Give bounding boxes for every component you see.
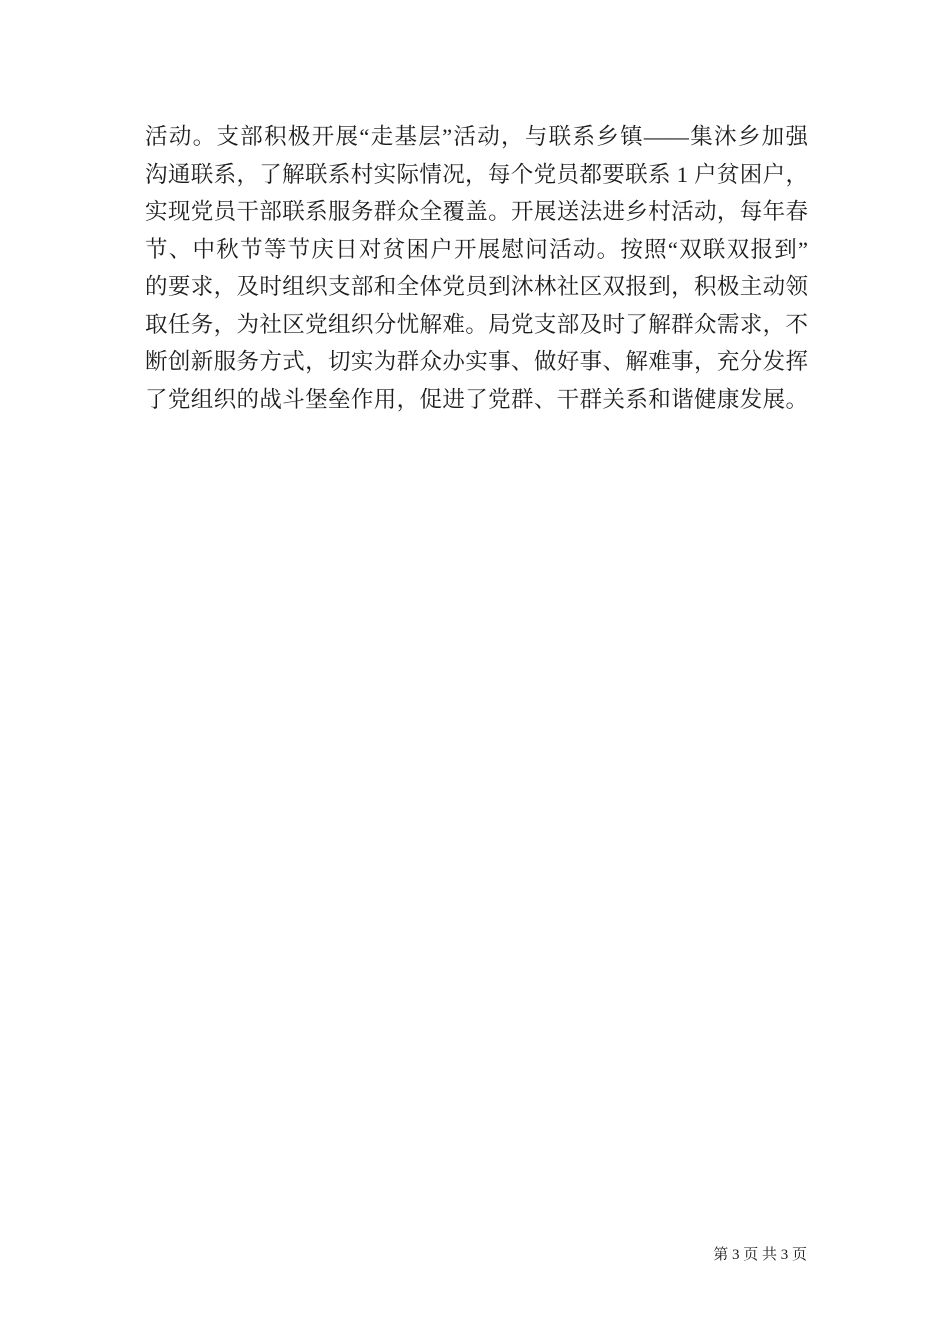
paragraph-line: 实现党员干部联系服务群众全覆盖。开展送法进乡村活动，每年春 [145,199,808,224]
paragraph-line: 断创新服务方式，切实为群众办实事、做好事、解难事，充分发挥 [145,349,808,374]
paragraph-line: 沟通联系，了解联系村实际情况，每个党员都要联系 1 户贫困户， [145,161,808,187]
paragraph-line: 活动。支部积极开展“走基层”活动，与联系乡镇——集沐乡加强 [145,124,808,149]
body-paragraph [145,118,808,418]
paragraph-line: 的要求，及时组织支部和全体党员到沐林社区双报到，积极主动领 [145,274,808,299]
paragraph-line: 节、中秋节等节庆日对贫困户开展慰问活动。按照“双联双报到” [145,236,808,262]
paragraph-line: 取任务，为社区党组织分忧解难。局党支部及时了解群众需求，不 [145,311,808,337]
page-number-indicator: 第 3 页 共 3 页 [713,1247,807,1263]
paragraph-line: 了党组织的战斗堡垒作用，促进了党群、干群关系和谐健康发展。 [145,386,808,412]
